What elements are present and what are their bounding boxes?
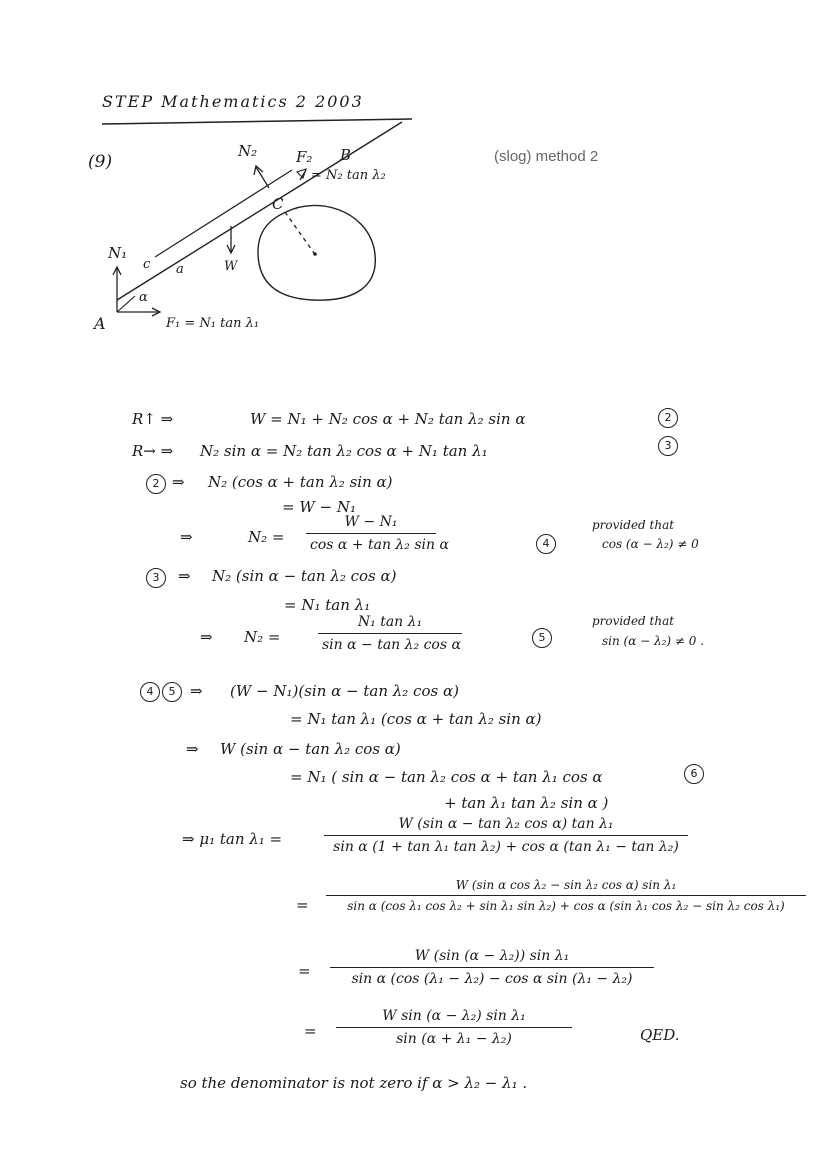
line10: = N₁ tan λ₁ (cos α + tan λ₂ sin α) xyxy=(290,710,542,728)
equation-tag-3: 3 xyxy=(658,436,678,456)
line5-num: W − N₁ xyxy=(306,514,436,534)
line8-num: N₁ tan λ₁ xyxy=(318,614,462,634)
page-title: STEP Mathematics 2 2003 xyxy=(102,92,364,111)
label-a: A xyxy=(94,314,106,333)
conclusion-line: so the denominator is not zero if α > λ₂ − λ₁ . xyxy=(180,1074,528,1092)
equation-tag-2: 2 xyxy=(658,408,678,428)
line9-rhs: (W − N₁)(sin α − tan λ₂ cos α) xyxy=(230,682,459,700)
line14-fraction xyxy=(324,816,688,855)
ladder-line xyxy=(117,122,402,300)
line15-eq: = xyxy=(296,896,309,914)
line16-den: sin α (cos (λ₁ − λ₂) − cos α sin (λ₁ − λ₂) xyxy=(351,971,633,987)
line8-lhs: N₂ = xyxy=(244,628,281,646)
equation-tag-5: 5 xyxy=(532,628,552,648)
label-alpha: α xyxy=(139,290,148,305)
line13: + tan λ₁ tan λ₂ sin α ) xyxy=(444,794,609,812)
line14-num: W (sin α − tan λ₂ cos α) tan λ₁ xyxy=(324,816,688,836)
line8-fraction xyxy=(318,614,462,653)
line5-note-1: provided that xyxy=(592,518,675,532)
line5-lhs: N₂ = xyxy=(248,528,285,546)
label-c-length: c xyxy=(143,257,151,272)
label-n2: N₂ xyxy=(238,142,258,160)
label-n1: N₁ xyxy=(108,244,128,262)
line8-note-1: provided that xyxy=(592,614,675,628)
equation-tag-4: 4 xyxy=(536,534,556,554)
label-b: B xyxy=(340,146,352,164)
line3-arrow: ⇒ xyxy=(172,473,185,491)
label-f2-eq: = N₂ tan λ₂ xyxy=(311,168,386,183)
n2-arrow xyxy=(256,167,269,188)
line5-fraction xyxy=(306,514,449,553)
line14-den: sin α (1 + tan λ₁ tan λ₂) + cos α (tan λ₁ − tan λ₂) xyxy=(333,839,679,855)
cylinder xyxy=(258,205,375,300)
line6-rhs: N₂ (sin α − tan λ₂ cos α) xyxy=(212,567,397,585)
line4: = W − N₁ xyxy=(282,498,356,516)
line8-den: sin α − tan λ₂ cos α xyxy=(322,637,461,653)
qed-label: QED. xyxy=(640,1026,680,1044)
line14-lhs: ⇒ μ₁ tan λ₁ = xyxy=(182,830,283,848)
line17-num: W sin (α − λ₂) sin λ₁ xyxy=(336,1008,572,1028)
line5-den: cos α + tan λ₂ sin α xyxy=(310,537,449,553)
line16-num: W (sin (α − λ₂)) sin λ₁ xyxy=(330,948,654,968)
line17-eq: = xyxy=(304,1022,317,1040)
label-f2: F₂ xyxy=(296,148,313,166)
line6-arrow: ⇒ xyxy=(178,567,191,585)
line2-rhs: N₂ sin α = N₂ tan λ₂ cos α + N₁ tan λ₁ xyxy=(200,442,488,460)
line7: = N₁ tan λ₁ xyxy=(284,596,371,614)
ref-2: 2 xyxy=(146,474,166,494)
line15-den: sin α (cos λ₁ cos λ₂ + sin λ₁ sin λ₂) + cos α (sin λ₁ cos λ₂ − sin λ₂ cos λ₁) xyxy=(347,899,785,913)
equation-tag-6: 6 xyxy=(684,764,704,784)
line11-arrow: ⇒ xyxy=(186,740,199,758)
line17-fraction xyxy=(336,1008,572,1047)
question-number: (9) xyxy=(88,152,113,172)
line1-rhs: W = N₁ + N₂ cos α + N₂ tan λ₂ sin α xyxy=(250,410,526,428)
line15-num: W (sin α cos λ₂ − sin λ₂ cos α) sin λ₁ xyxy=(326,878,806,896)
line16-eq: = xyxy=(298,962,311,980)
ref-3: 3 xyxy=(146,568,166,588)
method-label: (slog) method 2 xyxy=(494,148,599,165)
line5-note-2: cos (α − λ₂) ≠ 0 xyxy=(602,537,699,551)
line17-den: sin (α + λ₁ − λ₂) xyxy=(396,1031,512,1047)
line3-rhs: N₂ (cos α + tan λ₂ sin α) xyxy=(208,473,393,491)
ref-4: 4 xyxy=(140,682,160,702)
line9-arrow: ⇒ xyxy=(190,682,203,700)
label-f1-eq: F₁ = N₁ tan λ₁ xyxy=(166,316,260,331)
line15-fraction xyxy=(326,878,806,913)
label-w: W xyxy=(224,259,238,274)
line16-fraction xyxy=(330,948,654,987)
label-a-length: a xyxy=(176,262,184,277)
line1-lhs: R↑ ⇒ xyxy=(132,410,174,428)
ref-5: 5 xyxy=(162,682,182,702)
line8-arrow: ⇒ xyxy=(200,628,213,646)
line8-note-2: sin (α − λ₂) ≠ 0 . xyxy=(602,634,705,648)
line5-arrow: ⇒ xyxy=(180,528,193,546)
line12: = N₁ ( sin α − tan λ₂ cos α + tan λ₁ cos α xyxy=(290,768,603,786)
line2-lhs: R→ ⇒ xyxy=(132,442,174,460)
label-c: C xyxy=(272,195,284,213)
line11-rhs: W (sin α − tan λ₂ cos α) xyxy=(220,740,401,758)
